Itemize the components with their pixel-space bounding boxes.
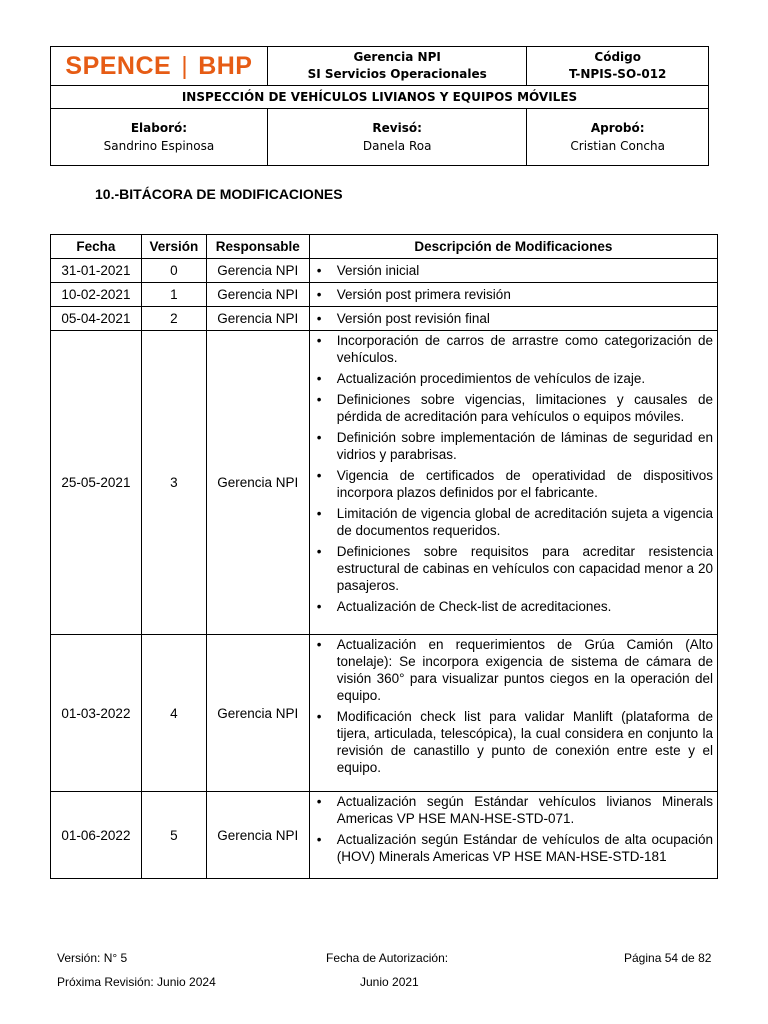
- cell-version: 2: [141, 307, 206, 331]
- description-text: Vigencia de certificados de operatividad de dispositivos incorpora plazos definidos por el fabricante.: [336, 468, 713, 500]
- table-row: [51, 307, 718, 331]
- cell-date: 25-05-2021: [51, 331, 142, 635]
- cell-description: [309, 331, 717, 635]
- description-item: [314, 543, 713, 594]
- column-header-owner: Responsable: [206, 235, 309, 259]
- bullet-icon: •: [316, 637, 322, 652]
- cell-description: [309, 283, 717, 307]
- cell-description: [309, 307, 717, 331]
- department: Gerencia NPI: [353, 50, 441, 64]
- cell-date: 01-06-2022: [51, 792, 142, 879]
- description-list: [314, 793, 713, 865]
- prepared-label: Elaboró:: [130, 121, 188, 135]
- cell-version: 3: [141, 331, 206, 635]
- code-label: Código: [594, 50, 641, 64]
- description-item: [314, 332, 713, 366]
- description-text: Limitación de vigencia global de acreditación sujeta a vigencia de documentos requeridos.: [336, 506, 713, 538]
- code-value: T-NPIS-SO-012: [568, 67, 667, 81]
- footer-version: Versión: N° 5: [57, 951, 128, 965]
- column-header-description: Descripción de Modificaciones: [309, 235, 717, 259]
- cell-description: [309, 259, 717, 283]
- footer-auth-label: Fecha de Autorización:: [326, 951, 449, 965]
- description-list: [314, 262, 713, 279]
- bullet-icon: •: [316, 544, 322, 559]
- description-text: Actualización según Estándar de vehículos de alta ocupación (HOV) Minerals Americas VP HSE MAN-HSE-STD-181: [336, 832, 713, 864]
- document-header: [50, 46, 709, 166]
- description-text: Definiciones sobre requisitos para acreditar resistencia estructural de cabinas en vehículos con capacidad menor a 20 pasajeros.: [336, 544, 713, 593]
- description-item: [314, 286, 713, 303]
- description-item: [314, 708, 713, 776]
- description-text: Modificación check list para validar Manlift (plataforma de tijera, articulada, telescópica), la cual considera en conjunto la revisión de canastillo y punto de conexión entre este y el equipo.: [336, 709, 713, 775]
- description-item: [314, 598, 713, 615]
- cell-date: 10-02-2021: [51, 283, 142, 307]
- modifications-table: [50, 234, 718, 879]
- table-row: [51, 635, 718, 792]
- cell-owner: Gerencia NPI: [206, 307, 309, 331]
- department-cell: [267, 47, 526, 86]
- cell-version: 1: [141, 283, 206, 307]
- cell-date: 01-03-2022: [51, 635, 142, 792]
- column-header-date: Fecha: [51, 235, 142, 259]
- footer-next-review: Próxima Revisión: Junio 2024: [57, 975, 216, 989]
- description-item: [314, 831, 713, 865]
- description-item: [314, 505, 713, 539]
- bullet-icon: •: [316, 468, 322, 483]
- reviewed-by-cell: [267, 109, 526, 166]
- prepared-name: Sandrino Espinosa: [103, 139, 215, 153]
- approved-name: Cristian Concha: [570, 139, 665, 153]
- column-header-version: Versión: [141, 235, 206, 259]
- cell-version: 5: [141, 792, 206, 879]
- company-logo: SPENCE | BHP: [65, 51, 253, 80]
- bullet-icon: •: [316, 709, 322, 724]
- description-list: [314, 636, 713, 776]
- bullet-icon: •: [316, 832, 322, 847]
- description-text: Incorporación de carros de arrastre como categorización de vehículos.: [336, 333, 713, 365]
- bullet-icon: •: [316, 506, 322, 521]
- bullet-icon: •: [316, 599, 322, 614]
- division: SI Servicios Operacionales: [307, 67, 487, 81]
- table-row: [51, 259, 718, 283]
- table-body: [51, 259, 718, 879]
- description-text: Versión inicial: [336, 263, 420, 278]
- reviewed-label: Revisó:: [372, 121, 422, 135]
- description-text: Definición sobre implementación de láminas de seguridad en vidrios y parabrisas.: [336, 430, 713, 462]
- table-row: [51, 331, 718, 635]
- description-item: [314, 467, 713, 501]
- description-text: Actualización según Estándar vehículos livianos Minerals Americas VP HSE MAN-HSE-STD-071.: [336, 794, 713, 826]
- cell-owner: Gerencia NPI: [206, 331, 309, 635]
- footer-page-number: Página 54 de 82: [624, 951, 712, 965]
- description-item: [314, 262, 713, 279]
- description-item: [314, 310, 713, 327]
- description-text: Definiciones sobre vigencias, limitaciones y causales de pérdida de acreditación para vehículos o equipos móviles.: [336, 392, 713, 424]
- bullet-icon: •: [316, 311, 322, 326]
- cell-date: 05-04-2021: [51, 307, 142, 331]
- bullet-icon: •: [316, 794, 322, 809]
- table-header-row: [51, 235, 718, 259]
- description-item: [314, 636, 713, 704]
- approved-by-cell: [527, 109, 709, 166]
- prepared-by-cell: [51, 109, 268, 166]
- cell-date: 31-01-2021: [51, 259, 142, 283]
- description-text: Actualización procedimientos de vehículos de izaje.: [336, 371, 646, 386]
- description-text: Actualización de Check-list de acreditaciones.: [336, 599, 612, 614]
- description-list: [314, 310, 713, 327]
- section-title: 10.-BITÁCORA DE MODIFICACIONES: [95, 186, 343, 202]
- cell-version: 0: [141, 259, 206, 283]
- description-list: [314, 286, 713, 303]
- cell-description: [309, 635, 717, 792]
- reviewed-name: Danela Roa: [362, 139, 432, 153]
- bullet-icon: •: [316, 333, 322, 348]
- bullet-icon: •: [316, 392, 322, 407]
- description-text: Versión post primera revisión: [336, 287, 511, 302]
- table-row: [51, 792, 718, 879]
- table-row: [51, 283, 718, 307]
- cell-description: [309, 792, 717, 879]
- code-cell: [527, 47, 709, 86]
- document-title: INSPECCIÓN DE VEHÍCULOS LIVIANOS Y EQUIPOS MÓVILES: [51, 86, 709, 109]
- logo-cell: [51, 47, 268, 86]
- bullet-icon: •: [316, 287, 322, 302]
- cell-owner: Gerencia NPI: [206, 259, 309, 283]
- cell-owner: Gerencia NPI: [206, 635, 309, 792]
- bullet-icon: •: [316, 263, 322, 278]
- description-item: [314, 370, 713, 387]
- bullet-icon: •: [316, 430, 322, 445]
- description-text: Actualización en requerimientos de Grúa Camión (Alto tonelaje): Se incorpora exigencia de sistema de cámara de visión 360° para visualizar puntos ciegos en la operación del equipo.: [336, 637, 713, 703]
- footer-auth-date: Junio 2021: [360, 975, 419, 989]
- bullet-icon: •: [316, 371, 322, 386]
- description-item: [314, 391, 713, 425]
- description-item: [314, 429, 713, 463]
- cell-version: 4: [141, 635, 206, 792]
- description-text: Versión post revisión final: [336, 311, 490, 326]
- cell-owner: Gerencia NPI: [206, 792, 309, 879]
- description-list: [314, 332, 713, 615]
- cell-owner: Gerencia NPI: [206, 283, 309, 307]
- description-item: [314, 793, 713, 827]
- approved-label: Aprobó:: [590, 121, 645, 135]
